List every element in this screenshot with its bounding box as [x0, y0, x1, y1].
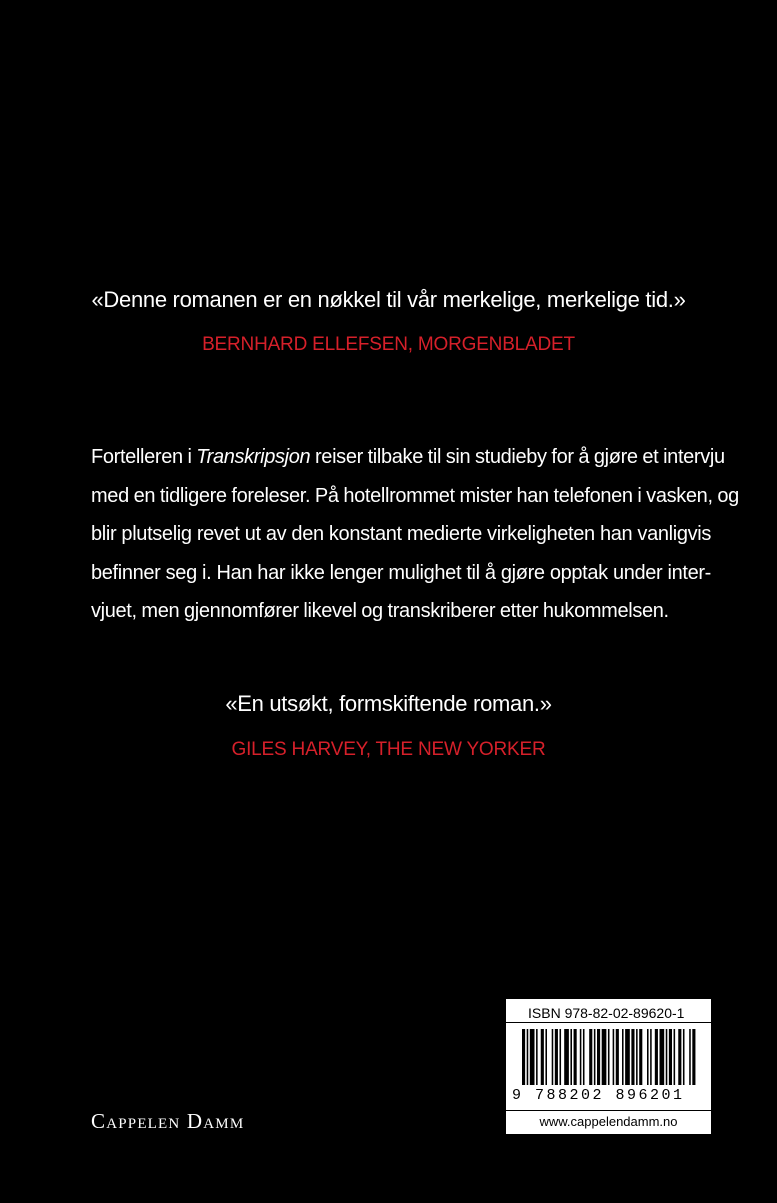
book-description — [91, 438, 739, 631]
barcode-digits: 9 788202 896201 — [512, 1087, 685, 1104]
description-line-5: vjuet, men gjennomfører likevel og transkriberer etter hukommelsen. — [91, 600, 669, 622]
description-line-1: Fortelleren i Transkripsjon reiser tilbake til sin studieby for å gjøre et intervju — [91, 446, 725, 468]
publisher-logo: Cappelen Damm — [91, 1109, 245, 1133]
review-attribution-2: GILES HARVEY, THE NEW YORKER — [231, 739, 546, 760]
publisher-url: www.cappelendamm.no — [506, 1110, 711, 1133]
description-line-2: med en tidligere foreleser. På hotellrommet mister han telefonen i vasken, og — [91, 484, 739, 507]
review-quote-2: «En utsøkt, formskiftende roman.» — [225, 691, 552, 716]
description-line-3: blir plutselig revet ut av den konstant medierte virkeligheten han vanligvis — [91, 523, 711, 545]
barcode-icon — [522, 1029, 697, 1091]
isbn-label: ISBN 978-82-02-89620-1 — [506, 1003, 711, 1023]
barcode-panel — [505, 998, 712, 1135]
description-line-4: befinner seg i. Han har ikke lenger mulighet til å gjøre opptak under inter- — [91, 561, 711, 584]
review-quote-1: «Denne romanen er en nøkkel til vår merkelige, merkelige tid.» — [91, 287, 686, 312]
review-attribution-1: BERNHARD ELLEFSEN, MORGENBLADET — [202, 334, 575, 355]
book-title-italic: Transkripsjon — [196, 446, 311, 468]
